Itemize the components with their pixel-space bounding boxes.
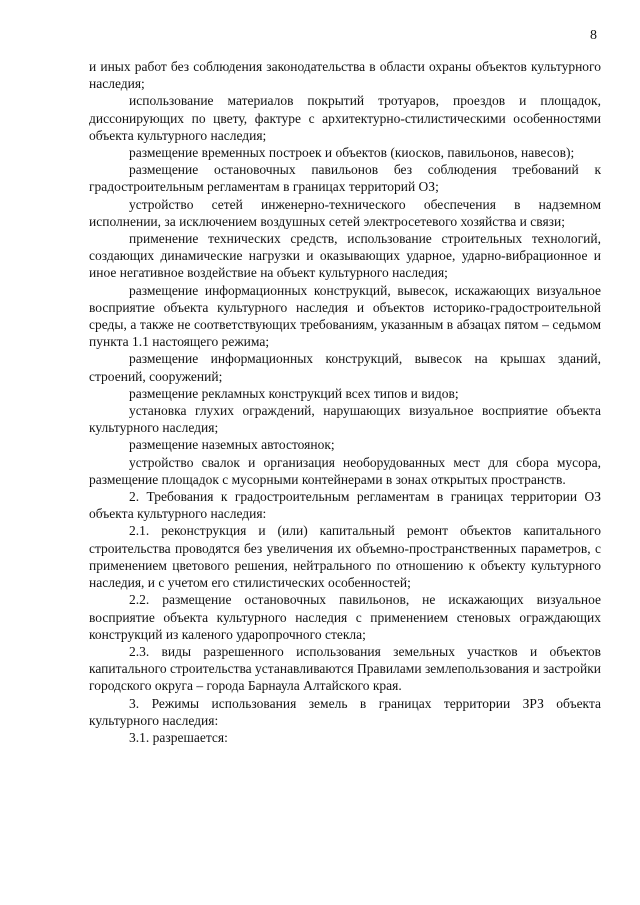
paragraph: размещение временных построек и объектов (киосков, павильонов, навесов);: [129, 145, 575, 161]
section-heading: 2. Требования к градостроительным регламентам в границах территории ОЗ объекта культурного наследия:: [89, 489, 601, 522]
paragraph: размещение остановочных павильонов без соблюдения требований к градостроительным регламентам в границах территорий ОЗ;: [89, 162, 601, 195]
paragraph: 2.2. размещение остановочных павильонов, не искажающих визуальное восприятие объекта культурного наследия с применением стеновых ограждающих конструкций из каленого ударопрочного стекла;: [89, 592, 601, 642]
paragraph: использование материалов покрытий тротуаров, проездов и площадок, диссонирующих по цвету, фактуре с архитектурно-стилистическими особенностями объекта культурного наследия;: [89, 93, 601, 143]
paragraph: установка глухих ограждений, нарушающих визуальное восприятие объекта культурного наследия;: [89, 403, 601, 436]
paragraph: и иных работ без соблюдения законодательства в области охраны объектов культурного наследия;: [89, 59, 601, 92]
paragraph: 2.3. виды разрешенного использования земельных участков и объектов капитального строительства устанавливаются Правилами землепользования и застройки городского округа – города Барнаула Алтайского края.: [89, 643, 601, 694]
page-number: 8: [590, 28, 597, 43]
paragraph: устройство сетей инженерно-технического обеспечения в надземном исполнении, за исключением воздушных сетей электросетевого хозяйства и связи;: [89, 196, 601, 229]
paragraph: устройство свалок и организация необорудованных мест для сбора мусора, размещение площадок с мусорными контейнерами в зонах открытых пространств.: [89, 454, 601, 487]
paragraph: 2.1. реконструкция и (или) капитальный ремонт объектов капитального строительства проводятся без увеличения их объемно-пространственных параметров, с применением цветового решения, нейтрального по отношению к объекту культурного наследия, и с учетом его стилистических особенностей;: [89, 523, 601, 591]
paragraph: применение технических средств, использование строительных технологий, создающих динамические нагрузки и оказывающих ударное, ударно-вибрационное и иное негативное воздействие на объект культурного наследия;: [89, 231, 601, 281]
document-body: [89, 58, 601, 746]
subsection-heading: 3.1. разрешается:: [129, 729, 228, 745]
section-heading: 3. Режимы использования земель в границах территории ЗРЗ объекта культурного наследия:: [89, 695, 601, 728]
paragraph: размещение информационных конструкций, вывесок, искажающих визуальное восприятие объекта культурного наследия и объектов историко-градостроительной среды, а также не соответствующих требованиям, указанным в абзацах пятом – седьмом пункта 1.1 настоящего режима;: [89, 282, 601, 350]
paragraph: размещение рекламных конструкций всех типов и видов;: [129, 385, 459, 401]
paragraph: размещение информационных конструкций, вывесок на крышах зданий, строений, сооружений;: [89, 351, 601, 384]
paragraph: размещение наземных автостоянок;: [129, 437, 335, 453]
